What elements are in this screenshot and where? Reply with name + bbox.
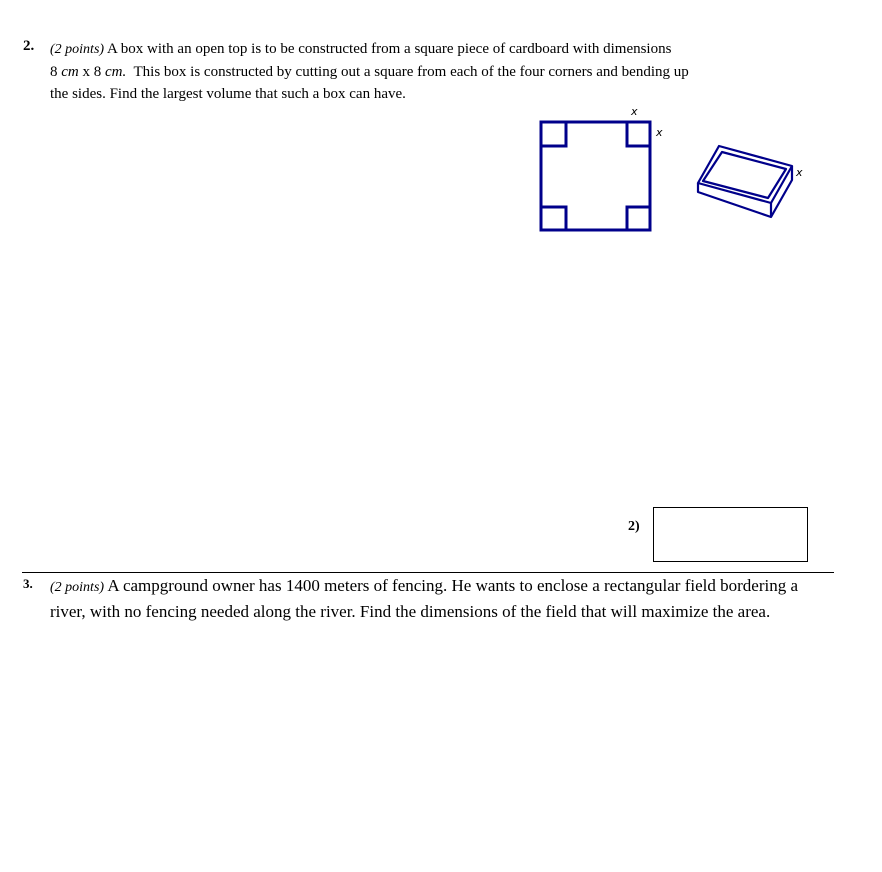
- question-line-1: (2 points) A box with an open top is to be constructed from a square piece of cardboard with dimensions: [50, 41, 672, 57]
- question-line-3: the sides. Find the largest volume that such a box can have.: [50, 86, 406, 102]
- cardboard-square: [541, 122, 650, 230]
- question-3: [23, 574, 858, 634]
- corner-square-bottom-left: [541, 207, 566, 230]
- label-x-side: x: [656, 126, 663, 139]
- label-x-top: x: [631, 105, 638, 118]
- question-line-2: river, with no fencing needed along the river. Find the dimensions of the field that will maximize the area.: [50, 602, 771, 621]
- question-number: 3.: [23, 576, 33, 591]
- question-divider: [22, 572, 834, 573]
- open-box: [698, 146, 792, 217]
- corner-square-top-left: [541, 122, 566, 146]
- label-x-box: x: [796, 166, 803, 179]
- question-text: [50, 574, 798, 624]
- points-label: (2 points): [50, 580, 105, 595]
- answer-box[interactable]: [653, 507, 808, 562]
- points-label: (2 points): [50, 42, 105, 57]
- answer-label: 2): [628, 519, 640, 534]
- corner-square-bottom-right: [627, 207, 650, 230]
- question-number: 2.: [23, 38, 35, 54]
- corner-square-top-right: [627, 122, 650, 146]
- question-line-1: (2 points) A campground owner has 1400 meters of fencing. He wants to enclose a rectangular field bordering a: [50, 576, 798, 595]
- question-line-2: 8 cm x 8 cm. This box is constructed by cutting out a square from each of the four corners and bending up: [50, 64, 689, 80]
